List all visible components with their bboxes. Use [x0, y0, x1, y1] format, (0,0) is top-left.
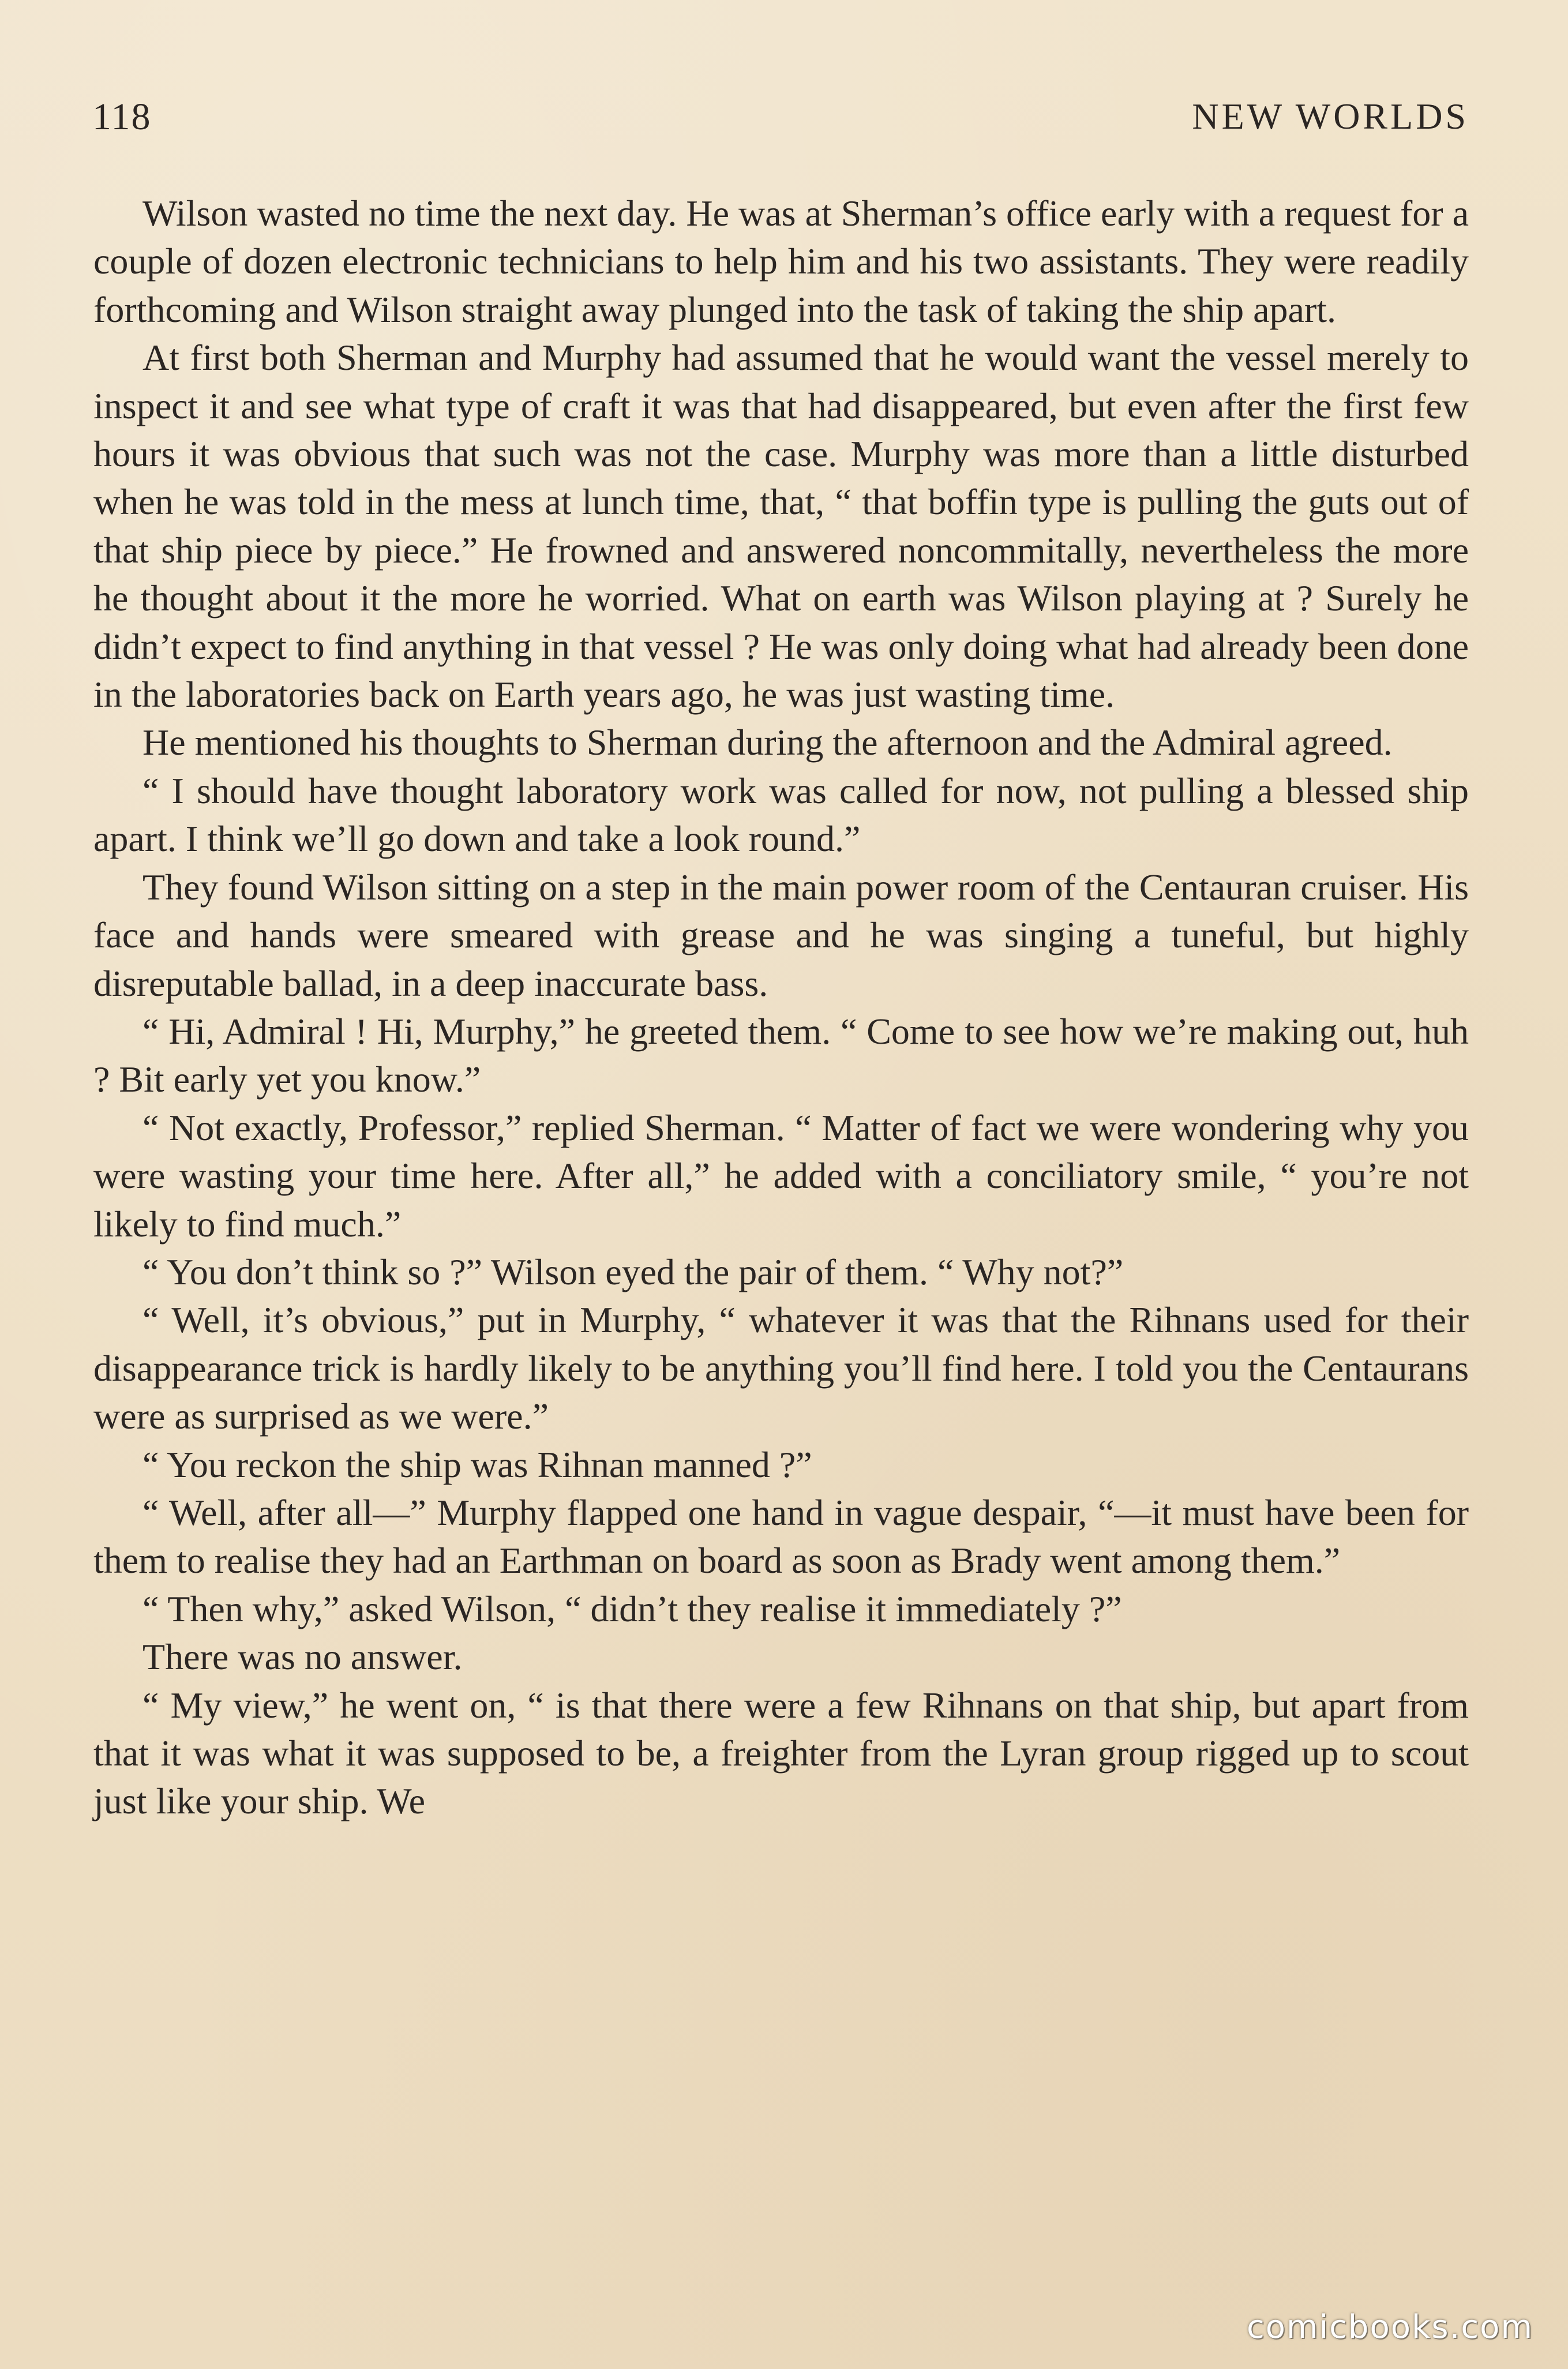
watermark: comicbooks.com — [1246, 2308, 1533, 2346]
paragraph: “ You reckon the ship was Rihnan manned ?” — [142, 1444, 812, 1485]
page-number: 118 — [92, 96, 152, 138]
paragraph: They found Wilson sitting on a step in the main power room of the Centauran cruiser. His face and hands were smeared with grease and he was singing a tuneful, but highly disreputable ballad, in a deep inaccurate bass. — [93, 866, 1469, 1004]
paragraph: “ Well, after all—” Murphy flapped one hand in vague despair, “—it must have been for them to realise they had an Earthman on board as soon as Brady went among them.” — [93, 1491, 1469, 1581]
paragraph: There was no answer. — [142, 1636, 463, 1678]
paragraph: Wilson wasted no time the next day. He was at Sherman’s office early with a request for a couple of dozen electronic technicians to help him and his two assistants. They were readily forthcoming and Wilson straight away plunged into the task of taking the ship apart. — [93, 193, 1469, 330]
body-text — [93, 189, 1469, 1826]
paragraph: He mentioned his thoughts to Sherman during the afternoon and the Admiral agreed. — [142, 722, 1393, 763]
paragraph: “ Hi, Admiral ! Hi, Murphy,” he greeted them. “ Come to see how we’re making out, huh ? Bit early yet you know.” — [93, 1010, 1469, 1100]
paragraph: “ Then why,” asked Wilson, “ didn’t they realise it immediately ?” — [142, 1588, 1122, 1629]
paragraph: At first both Sherman and Murphy had assumed that he would want the vessel merely to inspect it and see what type of craft it was that had disappeared, but even after the first few hours it was obvious that such was not the case. Murphy was more than a little disturbed when he was told in the mess at lunch time, that, “ that boffin type is pulling the guts out of that ship piece by piece.” He frowned and answered noncommitally, nevertheless the more he thought about it the more he worried. What on earth was Wilson playing at ? Surely he didn’t expect to find anything in that vessel ? He was only doing what had already been done in the laboratories back on Earth years ago, he was just wasting time. — [93, 337, 1469, 715]
paragraph: “ Not exactly, Professor,” replied Sherman. “ Matter of fact we were wondering why you were wasting your time here. After all,” he added with a conciliatory smile, “ you’re not likely to find much.” — [93, 1107, 1469, 1245]
paragraph: “ You don’t think so ?” Wilson eyed the pair of them. “ Why not?” — [142, 1251, 1124, 1292]
paragraph: “ I should have thought laboratory work was called for now, not pulling a blessed ship apart. I think we’ll go down and take a look round.” — [93, 770, 1469, 860]
running-title: NEW WORLDS — [1192, 96, 1469, 137]
paragraph: “ Well, it’s obvious,” put in Murphy, “ whatever it was that the Rihnans used for their disappearance trick is hardly likely to be anything you’ll find here. I told you the Centaurans were as surprised as we were.” — [93, 1299, 1469, 1437]
running-head — [92, 95, 1469, 147]
paragraph: “ My view,” he went on, “ is that there were a few Rihnans on that ship, but apart from that it was what it was supposed to be, a freighter from the Lyran group rigged up to scout just like your ship. We — [93, 1684, 1469, 1822]
